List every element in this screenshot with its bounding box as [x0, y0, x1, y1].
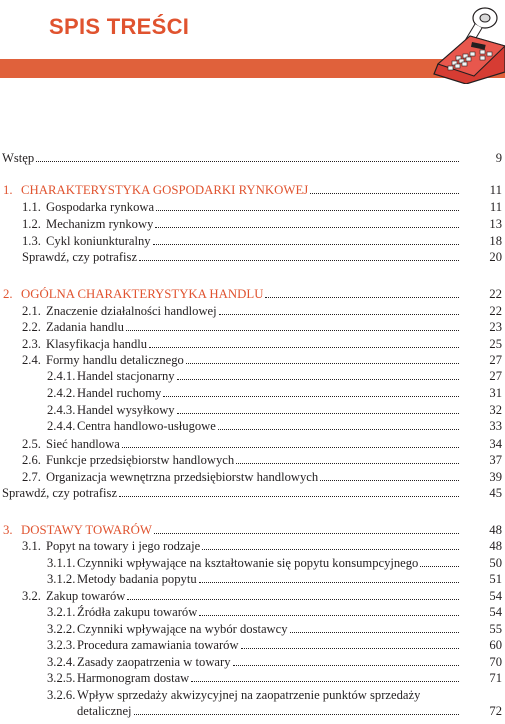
toc-entry-title: Sprawdź, czy potrafisz	[2, 486, 118, 500]
dot-leader	[218, 419, 459, 430]
toc-entry[interactable]	[0, 436, 505, 452]
toc-entry-number: 3.1.2.	[47, 572, 76, 586]
dot-leader	[36, 151, 459, 162]
toc-entry[interactable]	[0, 588, 505, 604]
toc-entry-page: 51	[489, 572, 502, 586]
dot-leader	[199, 605, 459, 616]
dot-leader	[134, 704, 459, 715]
cash-register-illustration	[430, 4, 505, 84]
toc-entry[interactable]	[0, 319, 505, 335]
dot-leader	[199, 572, 459, 583]
dot-leader	[420, 556, 459, 567]
toc-entry-number: 1.2.	[22, 217, 41, 231]
toc-entry-title: Cykl koniunkturalny	[46, 234, 151, 248]
toc-entry[interactable]	[0, 604, 505, 620]
dot-leader	[290, 622, 459, 633]
toc-entry-title: Klasyfikacja handlu	[46, 337, 148, 351]
toc-entry[interactable]	[0, 385, 505, 401]
toc-entry[interactable]	[0, 199, 505, 215]
toc-entry-number: 3.2.	[22, 589, 41, 603]
toc-entry-number: 2.4.4.	[47, 419, 76, 433]
toc-entry-number: 3.1.	[22, 539, 41, 553]
dot-leader	[139, 250, 459, 261]
toc-entry-number: 3.	[3, 523, 13, 537]
dot-leader	[219, 304, 459, 315]
toc-entry-number: 2.	[3, 287, 13, 301]
toc-entry-page: 11	[489, 183, 502, 197]
toc-entry-title: Harmonogram dostaw	[77, 671, 190, 685]
toc-entry-number: 3.2.4.	[47, 655, 76, 669]
toc-entry-page: 54	[489, 589, 502, 603]
toc-entry-number: 3.2.3.	[47, 638, 76, 652]
toc-entry-title: Organizacja wewnętrzna przedsiębiorstw handlowych	[46, 470, 319, 484]
toc-entry-page: 22	[489, 304, 502, 318]
toc-entry[interactable]	[0, 637, 505, 653]
toc-entry-page: 48	[489, 523, 502, 537]
toc-entry-page: 11	[489, 200, 502, 214]
toc-entry[interactable]	[0, 150, 505, 166]
toc-entry-page: 37	[489, 453, 502, 467]
toc-entry-title: Metody badania popytu	[77, 572, 197, 586]
toc-entry-page: 25	[489, 337, 502, 351]
toc-entry-page: 50	[489, 556, 502, 570]
toc-entry-number: 2.3.	[22, 337, 41, 351]
toc-entry[interactable]	[0, 249, 505, 265]
toc-entry-title: Sprawdź, czy potrafisz	[22, 250, 138, 264]
dot-leader	[191, 671, 459, 682]
dot-leader	[119, 486, 459, 497]
toc-entry[interactable]	[0, 216, 505, 232]
toc-entry[interactable]	[0, 368, 505, 384]
toc-entry-page: 34	[489, 437, 502, 451]
dot-leader	[127, 589, 459, 600]
dot-leader	[233, 655, 460, 666]
toc-entry-number: 2.4.2.	[47, 386, 76, 400]
toc-entry-page: 39	[489, 470, 502, 484]
toc-entry-number: 3.2.5.	[47, 671, 76, 685]
dot-leader	[186, 353, 459, 364]
toc-entry-page: 54	[489, 605, 502, 619]
toc-entry-title: Procedura zamawiania towarów	[77, 638, 239, 652]
toc-entry-title: Czynniki wpływające na wybór dostawcy	[77, 622, 288, 636]
toc-entry[interactable]	[0, 670, 505, 686]
toc-entry-title: Handel stacjonarny	[77, 369, 175, 383]
toc-entry-number: 2.4.	[22, 353, 41, 367]
toc-entry[interactable]	[0, 336, 505, 352]
dot-leader	[320, 470, 459, 481]
dot-leader	[241, 638, 459, 649]
toc-entry-title: Mechanizm rynkowy	[46, 217, 154, 231]
toc-entry-title-continued: detalicznej	[77, 704, 132, 718]
toc-entry-page: 60	[489, 638, 502, 652]
dot-leader	[177, 403, 459, 414]
toc-entry[interactable]	[0, 469, 505, 485]
toc-entry-page: 20	[489, 250, 502, 264]
toc-entry-page: 72	[489, 704, 502, 718]
toc-entry[interactable]	[0, 555, 505, 571]
toc-entry[interactable]	[0, 522, 505, 538]
toc-entry-page: 33	[489, 419, 502, 433]
toc-entry-page: 23	[489, 320, 502, 334]
toc-entry-title: CHARAKTERYSTYKA GOSPODARKI RYNKOWEJ	[21, 183, 309, 197]
toc-entry-page: 27	[489, 353, 502, 367]
toc-entry-page: 71	[489, 671, 502, 685]
toc-entry-page: 45	[489, 486, 502, 500]
toc-entry-title: Centra handlowo-usługowe	[77, 419, 216, 433]
toc-entry-title: Popyt na towary i jego rodzaje	[46, 539, 201, 553]
toc-entry[interactable]	[0, 286, 505, 302]
toc-entry[interactable]	[0, 571, 505, 587]
toc-entry-page: 9	[495, 151, 502, 165]
dot-leader	[163, 386, 459, 397]
toc-entry-title: Znaczenie działalności handlowej	[46, 304, 217, 318]
toc-entry-title: Zadania handlu	[46, 320, 124, 334]
toc-entry-number: 3.2.2.	[47, 622, 76, 636]
toc-entry[interactable]	[0, 621, 505, 637]
toc-entry-number: 2.5.	[22, 437, 41, 451]
toc-entry[interactable]	[0, 352, 505, 368]
toc-entry-page: 55	[489, 622, 502, 636]
toc-entry-number: 1.	[3, 183, 13, 197]
dot-leader	[149, 337, 459, 348]
toc-entry-title: Zasady zaopatrzenia w towary	[77, 655, 231, 669]
toc-entry[interactable]	[0, 485, 505, 501]
toc-entry-page: 18	[489, 234, 502, 248]
dot-leader	[236, 453, 459, 464]
toc-entry-title: Handel ruchomy	[77, 386, 162, 400]
toc-entry-page: 32	[489, 403, 502, 417]
toc-entry-title: Czynniki wpływające na kształtowanie się popytu konsumpcyjnego	[77, 556, 419, 570]
toc-entry-page: 70	[489, 655, 502, 669]
toc-entry-number: 2.7.	[22, 470, 41, 484]
dot-leader	[154, 523, 459, 534]
toc-entry-continuation[interactable]	[0, 703, 505, 719]
toc-entry-page: 22	[489, 287, 502, 301]
dot-leader	[122, 437, 459, 448]
toc-entry[interactable]	[0, 452, 505, 468]
dot-leader	[155, 217, 459, 228]
dot-leader	[156, 200, 459, 211]
toc-entry-number: 3.2.6.	[47, 688, 76, 702]
dot-leader	[126, 320, 459, 331]
toc-entry-title: Gospodarka rynkowa	[46, 200, 155, 214]
toc-entry-title: Zakup towarów	[46, 589, 126, 603]
toc-entry[interactable]	[0, 687, 505, 703]
toc-entry[interactable]	[0, 303, 505, 319]
toc-entry-title: Sieć handlowa	[46, 437, 120, 451]
toc-entry-title: Źródła zakupu towarów	[77, 605, 198, 619]
toc-entry-title: Formy handlu detalicznego	[46, 353, 184, 367]
toc-entry[interactable]	[0, 182, 505, 198]
toc-entry[interactable]	[0, 402, 505, 418]
toc-entry-number: 2.6.	[22, 453, 41, 467]
toc-entry[interactable]	[0, 233, 505, 249]
toc-entry[interactable]	[0, 654, 505, 670]
toc-entry-number: 2.1.	[22, 304, 41, 318]
page-title: SPIS TREŚCI	[49, 14, 190, 39]
toc-entry-number: 1.3.	[22, 234, 41, 248]
dot-leader	[265, 287, 459, 298]
toc-entry-number: 2.4.3.	[47, 403, 76, 417]
toc-entry-number: 3.2.1.	[47, 605, 76, 619]
dot-leader	[177, 369, 459, 380]
toc-entry-title: Wpływ sprzedaży akwizycyjnej na zaopatrzenie punktów sprzedaży	[77, 688, 421, 702]
toc-entry-number: 2.2.	[22, 320, 41, 334]
toc-entry-title: Wstęp	[2, 151, 35, 165]
toc-entry[interactable]	[0, 538, 505, 554]
dot-leader	[310, 183, 459, 194]
dot-leader	[202, 539, 459, 550]
toc-entry-title: DOSTAWY TOWARÓW	[21, 523, 153, 537]
toc-entry-title: Handel wysyłkowy	[77, 403, 175, 417]
toc-entry-page: 13	[489, 217, 502, 231]
toc-entry-number: 2.4.1.	[47, 369, 76, 383]
toc-entry-page: 27	[489, 369, 502, 383]
dot-leader	[153, 234, 459, 245]
toc-entry-page: 31	[489, 386, 502, 400]
toc-entry-number: 1.1.	[22, 200, 41, 214]
toc-entry-title: Funkcje przedsiębiorstw handlowych	[46, 453, 235, 467]
toc-entry-number: 3.1.1.	[47, 556, 76, 570]
toc-entry[interactable]	[0, 418, 505, 434]
toc-entry-page: 48	[489, 539, 502, 553]
toc-entry-title: OGÓLNA CHARAKTERYSTYKA HANDLU	[21, 287, 264, 301]
